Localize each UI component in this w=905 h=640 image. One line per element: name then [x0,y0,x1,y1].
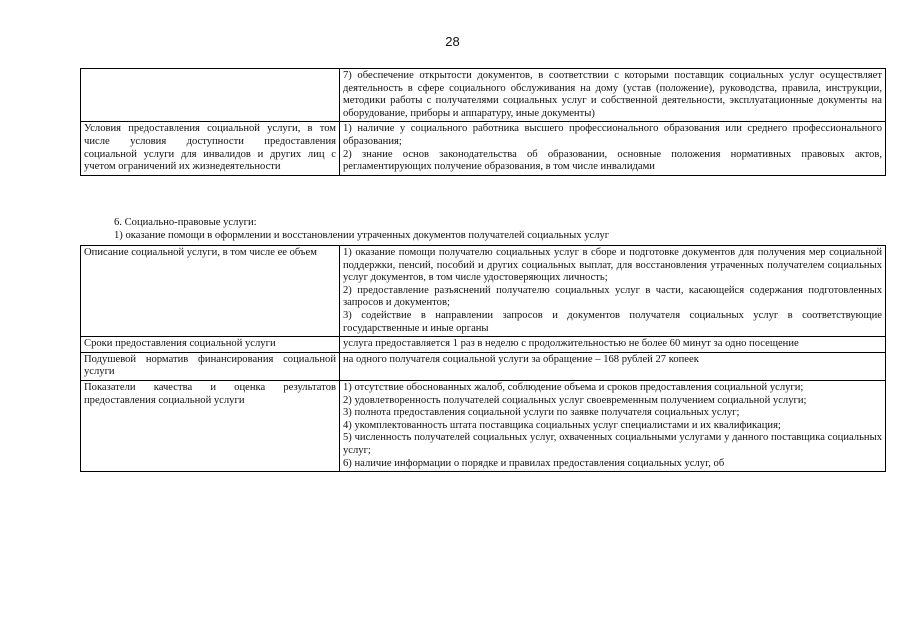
table-row [81,352,886,380]
section-heading: 6. Социально-правовые услуги: [114,217,257,228]
cell-left: Подушевой норматив финансирования социальной услуги [81,352,340,380]
paragraph: 1) отсутствие обоснованных жалоб, соблюдение объема и сроков предоставления социальной услуги; [343,381,804,393]
paragraph: 3) полнота предоставления социальной услуги по заявке получателя социальных услуг; [343,407,740,419]
table-row [81,122,886,175]
cell-left: Сроки предоставления социальной услуги [81,337,340,353]
cell-right [340,122,886,175]
paragraph: 3) содействие в направлении запросов и документов получателя социальных услуг в соответствующие государственные и иные органы [343,309,882,334]
section-subheading: 1) оказание помощи в оформлении и восстановлении утраченных документов получателей социальных услуг [114,230,610,241]
paragraph: 1) наличие у социального работника высшего профессионального образования или среднего профессионального образования; [343,123,882,147]
paragraph: на одного получателя социальной услуги за обращение – 168 рублей 27 копеек [343,353,699,365]
paragraph: 2) знание основ законодательства об образовании, основные положения нормативных правовых актов, регламентирующих получение образования, в том числе инвалидами [343,148,882,173]
table-row [81,69,886,122]
cell-right [340,352,886,380]
cell-left: Показатели качества и оценка результатов предоставления социальной услуги [81,380,340,471]
paragraph: 4) укомплектованность штата поставщика социальных услуг специалистами и их квалификация; [343,419,781,431]
cell-right [340,69,886,122]
cell-left: Условия предоставления социальной услуги, в том числе условия доступности предоставления социальной услуги для инвалидов и других лиц с учетом ограничений их жизнедеятельности [81,122,340,175]
table-row [81,337,886,353]
paragraph: услуга предоставляется 1 раз в неделю с продолжительностью не более 60 минут за одно посещение [343,338,799,350]
paragraph: 7) обеспечение открытости документов, в соответствии с которыми поставщик социальных услуг осуществляет деятельность в сфере социального обслуживания на дому (устав (положение), руководства, правила, инструкции, методики работы с получателями социальных услуг и собственной деятельности, эксплуатационные документы на оборудование, приборы и аппаратуру, иные документы) [343,70,882,119]
paragraph: 2) предоставление разъяснений получателю социальных услуг в части, касающейся содержания подготовленных запросов и документов; [343,284,882,309]
cell-right [340,380,886,471]
paragraph: 5) численность получателей социальных услуг, охваченных социальными услугами у данного поставщика социальных услуг; [343,432,882,456]
cell-left [81,69,340,122]
table-top [80,68,886,176]
cell-left: Описание социальной услуги, в том числе ее объем [81,246,340,337]
cell-right [340,337,886,353]
table-main [80,245,886,472]
paragraph: 6) наличие информации о порядке и правилах предоставления социальных услуг, об [343,457,725,469]
table-row [81,380,886,471]
cell-right [340,246,886,337]
table-row [81,246,886,337]
paragraph: 1) оказание помощи получателю социальных услуг в сборе и подготовке документов для получения мер социальной поддержки, пенсий, пособий и других социальных выплат, для восстановления утраченных получателем социальных услуг документов, в том числе удостоверяющих личность; [343,247,882,284]
paragraph: 2) удовлетворенность получателей социальных услуг своевременным получением социальной услуги; [343,394,807,406]
page-number: 28 [445,34,460,49]
